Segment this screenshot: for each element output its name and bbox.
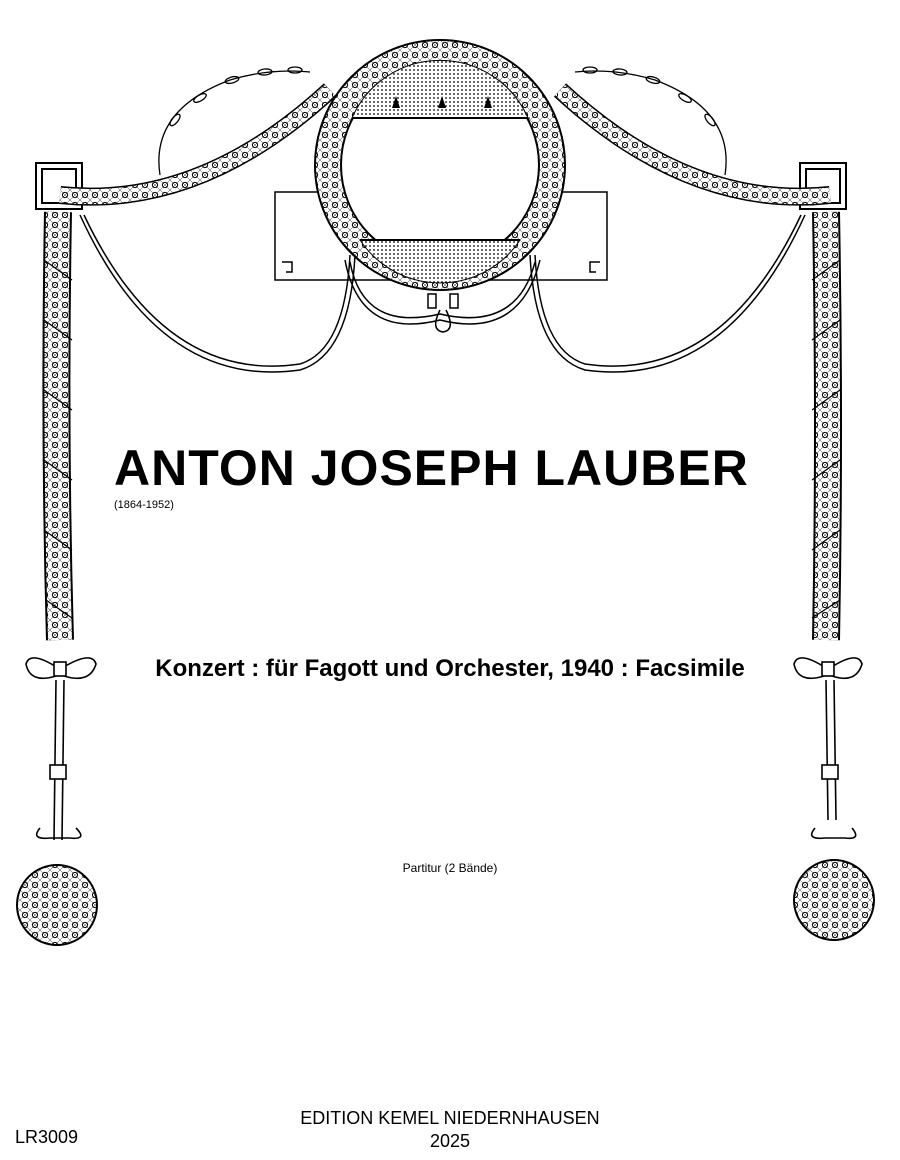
central-wreath bbox=[328, 53, 552, 283]
tassel-cords bbox=[37, 680, 856, 840]
left-garland-column bbox=[44, 212, 72, 640]
catalog-number: LR3009 bbox=[15, 1127, 79, 1147]
composer-dates: (1864-1952) bbox=[114, 499, 174, 511]
right-garland-column bbox=[812, 212, 840, 640]
publisher: EDITION KEMEL NIEDERNHAUSEN bbox=[300, 1108, 600, 1128]
composer-name: ANTON JOSEPH LAUBER bbox=[114, 440, 749, 496]
ribbon-knot bbox=[428, 294, 458, 332]
publication-year: 2025 bbox=[429, 1131, 471, 1151]
left-tassel bbox=[17, 865, 97, 945]
score-type: Partitur (2 Bände) bbox=[402, 861, 498, 875]
left-garland-swag bbox=[60, 90, 330, 197]
right-garland-swag bbox=[560, 90, 830, 197]
work-title: Konzert : für Fagott und Orchester, 1940 : Facsimile bbox=[155, 655, 745, 682]
